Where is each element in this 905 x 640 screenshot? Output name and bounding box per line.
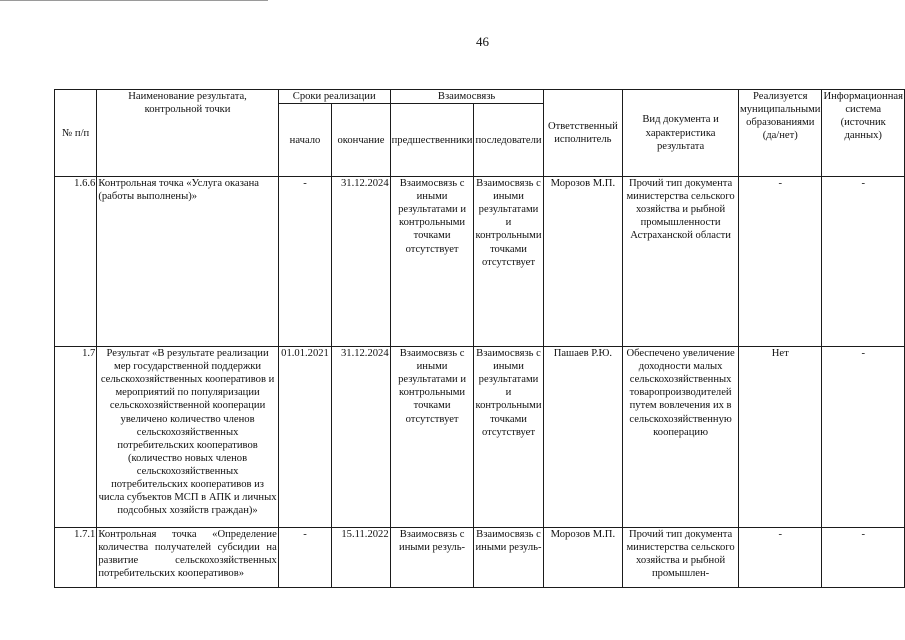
row-pred: Взаимосвязь с иными результатами и контрольными точками отсутствует [390, 177, 474, 347]
header-info: Информационная система (источник данных) [822, 90, 905, 177]
row-resp: Пашаев Р.Ю. [543, 347, 623, 528]
row-post: Взаимосвязь с иными резуль- [474, 528, 543, 588]
header-end: окончание [332, 104, 390, 177]
row-resp: Морозов М.П. [543, 528, 623, 588]
row-start: - [278, 177, 331, 347]
row-mun: - [739, 528, 822, 588]
row-doc: Прочий тип документа министерства сельского хозяйства и рыбной промышленности Астраханской области [623, 177, 739, 347]
row-info: - [822, 347, 905, 528]
row-end: 15.11.2022 [332, 528, 390, 588]
row-end: 31.12.2024 [332, 347, 390, 528]
row-end: 31.12.2024 [332, 177, 390, 347]
results-table [54, 89, 905, 588]
top-rule [0, 0, 268, 1]
row-name: Контрольная точка «Услуга оказана (работы выполнены)» [97, 177, 278, 347]
header-pred: предшественники [390, 104, 474, 177]
header-doc: Вид документа и характеристика результата [623, 90, 739, 177]
page-number: 46 [476, 34, 489, 49]
header-num: № п/п [55, 90, 97, 177]
row-pred: Взаимосвязь с иными резуль- [390, 528, 474, 588]
row-name: Контрольная точка «Определение количества получателей субсидии на развитие сельскохозяйственных потребительских кооперативов» [97, 528, 278, 588]
header-mun: Реализуется муниципальными образованиями (да/нет) [739, 90, 822, 177]
table-row [55, 528, 905, 588]
row-num: 1.7 [55, 347, 97, 528]
row-mun: Нет [739, 347, 822, 528]
header-post: последователи [474, 104, 543, 177]
row-info: - [822, 528, 905, 588]
row-pred: Взаимосвязь с иными результатами и контрольными точками отсутствует [390, 347, 474, 528]
header-resp: Ответственный исполнитель [543, 90, 623, 177]
row-num: 1.6.6 [55, 177, 97, 347]
row-num: 1.7.1 [55, 528, 97, 588]
row-mun: - [739, 177, 822, 347]
row-info: - [822, 177, 905, 347]
row-resp: Морозов М.П. [543, 177, 623, 347]
row-post: Взаимосвязь с иными результатами и контрольными точками отсутствует [474, 177, 543, 347]
header-start: начало [278, 104, 331, 177]
row-start: - [278, 528, 331, 588]
row-doc: Обеспечено увеличение доходности малых сельскохозяйственных товаропроизводителей путем вовлечения их в сельскохозяйственную кооперацию [623, 347, 739, 528]
row-start: 01.01.2021 [278, 347, 331, 528]
row-doc: Прочий тип документа министерства сельского хозяйства и рыбной промышлен- [623, 528, 739, 588]
row-name: Результат «В результате реализации мер государственной поддержки сельскохозяйственных кооперативов и мероприятий по популяризации сельскохозяйственной кооперации увеличено количество членов сельскохозяйственных потребительских кооперативов (количество новых членов сельскохозяйственных потребительских кооперативов из числа субъектов МСП в АПК и личных подсобных хозяйств граждан)» [97, 347, 278, 528]
row-post: Взаимосвязь с иными результатами и контрольными точками отсутствует [474, 347, 543, 528]
table-row [55, 177, 905, 347]
header-name: Наименование результата, контрольной точки [97, 90, 278, 177]
table-row [55, 347, 905, 528]
header-link: Взаимосвязь [390, 90, 543, 104]
header-terms: Сроки реализации [278, 90, 390, 104]
